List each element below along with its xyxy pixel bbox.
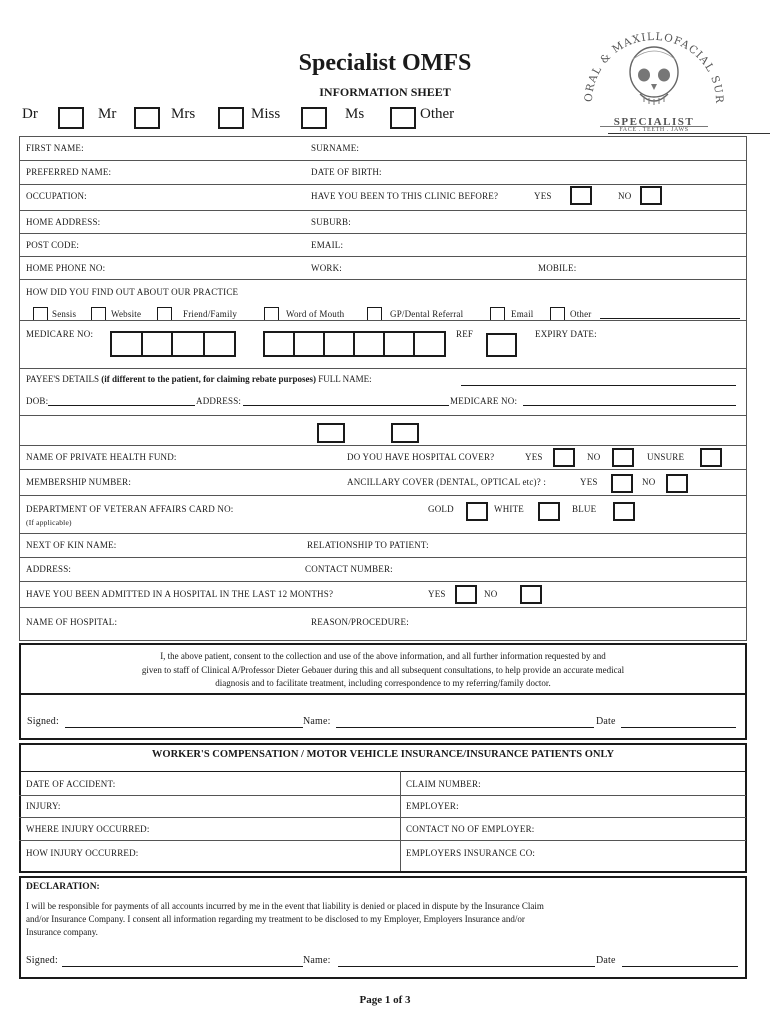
hospital-cover-unsure-checkbox[interactable]: [700, 448, 722, 467]
title-dr-label: Dr: [22, 106, 38, 122]
suburb-label: SUBURB:: [311, 217, 351, 227]
title-mr-label: Mr: [98, 106, 117, 122]
divider: [19, 607, 746, 608]
find-other-checkbox[interactable]: [550, 307, 565, 321]
hospital-cover-yes-label: YES: [525, 452, 543, 462]
title-mr-checkbox[interactable]: [134, 107, 160, 129]
page-number: Page 1 of 3: [359, 994, 411, 1006]
work-phone-label: WORK:: [311, 263, 342, 273]
practice-logo: [578, 12, 728, 132]
find-sensis-label: Sensis: [52, 309, 77, 319]
payee-dob-label: DOB:: [26, 396, 49, 406]
skull-logo-icon: [578, 12, 728, 132]
dva-white-label: WHITE: [494, 504, 524, 514]
medicare-number-boxes-2[interactable]: [263, 331, 445, 356]
workers-column-divider: [400, 771, 401, 871]
hospital-cover-yes-checkbox[interactable]: [553, 448, 575, 467]
payee-medicare-input[interactable]: [523, 405, 736, 406]
divider: [19, 415, 746, 416]
medicare-expiry-label: EXPIRY DATE:: [535, 329, 597, 339]
divider: [19, 368, 746, 369]
find-website-label: Website: [111, 309, 142, 319]
hospital-cover-label: DO YOU HAVE HOSPITAL COVER?: [347, 452, 495, 462]
blank-box-1[interactable]: [317, 423, 345, 443]
find-gp-referral-checkbox[interactable]: [367, 307, 382, 321]
ancillary-no-checkbox[interactable]: [666, 474, 688, 493]
dva-blue-checkbox[interactable]: [613, 502, 635, 521]
header-divider: [608, 133, 770, 134]
relationship-label: RELATIONSHIP TO PATIENT:: [307, 540, 429, 550]
divider: [19, 817, 746, 818]
page-title: Specialist OMFS: [298, 50, 472, 76]
consent-signature-box: [19, 693, 747, 740]
divider: [19, 320, 746, 321]
been-before-no-label: NO: [618, 191, 632, 201]
medicare-label: MEDICARE NO:: [26, 329, 94, 339]
date-of-accident-label: DATE OF ACCIDENT:: [26, 779, 116, 789]
kin-contact-number-label: CONTACT NUMBER:: [305, 564, 393, 574]
been-before-yes-label: YES: [534, 191, 552, 201]
hospital-cover-no-label: NO: [587, 452, 601, 462]
declaration-heading: DECLARATION:: [26, 882, 100, 892]
declaration-line-3: Insurance company.: [26, 927, 98, 937]
where-injury-label: WHERE INJURY OCCURRED:: [26, 824, 150, 834]
employer-contact-label: CONTACT NO OF EMPLOYER:: [406, 824, 535, 834]
how-find-label: HOW DID YOU FIND OUT ABOUT OUR PRACTICE: [26, 287, 239, 297]
find-friend-family-label: Friend/Family: [183, 309, 238, 319]
svg-text:ORAL & MAXILLOFACIAL SURGERY: [578, 12, 725, 104]
find-friend-family-checkbox[interactable]: [157, 307, 172, 321]
consent-line-1: I, the above patient, consent to the collection and use of the above information, and all further information requested by and: [160, 651, 606, 661]
title-mrs-checkbox[interactable]: [218, 107, 244, 129]
consent-signed-label: Signed:: [27, 716, 59, 727]
title-miss-label: Miss: [251, 106, 281, 122]
find-website-checkbox[interactable]: [91, 307, 106, 321]
how-injury-label: HOW INJURY OCCURRED:: [26, 848, 139, 858]
divider: [19, 210, 746, 211]
declaration-name-label: Name:: [303, 955, 331, 966]
consent-line-3: diagnosis and to facilitate treatment, including correspondence to my referring/family doctor.: [215, 678, 551, 688]
consent-date-input[interactable]: [621, 727, 736, 728]
hospital-name-label: NAME OF HOSPITAL:: [26, 617, 118, 627]
find-word-of-mouth-label: Word of Mouth: [286, 309, 345, 319]
declaration-date-input[interactable]: [622, 966, 738, 967]
hospital-cover-unsure-label: UNSURE: [647, 452, 685, 462]
divider: [19, 233, 746, 234]
home-phone-label: HOME PHONE NO:: [26, 263, 106, 273]
ancillary-no-label: NO: [642, 477, 656, 487]
employer-insurance-label: EMPLOYERS INSURANCE CO:: [406, 848, 536, 858]
preferred-name-label: PREFERRED NAME:: [26, 167, 112, 177]
next-of-kin-label: NEXT OF KIN NAME:: [26, 540, 117, 550]
find-sensis-checkbox[interactable]: [33, 307, 48, 321]
health-fund-label: NAME OF PRIVATE HEALTH FUND:: [26, 452, 177, 462]
dva-white-checkbox[interactable]: [538, 502, 560, 521]
consent-name-input[interactable]: [336, 727, 594, 728]
divider: [19, 160, 746, 161]
declaration-text: [26, 900, 741, 939]
title-ms-label: Ms: [345, 106, 365, 122]
consent-date-label: Date: [596, 716, 616, 727]
post-code-label: POST CODE:: [26, 240, 80, 250]
been-before-yes-checkbox[interactable]: [570, 186, 592, 205]
medicare-number-boxes[interactable]: [110, 331, 235, 356]
divider: [19, 445, 746, 446]
payee-address-input[interactable]: [243, 405, 449, 406]
medicare-digit-boxes-2: [263, 331, 446, 357]
admitted-no-label: NO: [484, 589, 498, 599]
admitted-yes-checkbox[interactable]: [455, 585, 477, 604]
find-email-checkbox[interactable]: [490, 307, 505, 321]
find-other-input[interactable]: [600, 318, 740, 319]
kin-address-label: ADDRESS:: [26, 564, 72, 574]
admitted-no-checkbox[interactable]: [520, 585, 542, 604]
declaration-signed-label: Signed:: [26, 955, 58, 966]
mobile-label: MOBILE:: [538, 263, 577, 273]
dva-gold-label: GOLD: [428, 504, 454, 514]
admitted-label: HAVE YOU BEEN ADMITTED IN A HOSPITAL IN THE LAST 12 MONTHS?: [26, 589, 334, 599]
declaration-line-2: and/or Insurance Company. I consent all information regarding my treatment to be disclosed to my Employer, Employers Insurance and/or: [26, 914, 525, 924]
declaration-name-input[interactable]: [338, 966, 595, 967]
occupation-label: OCCUPATION:: [26, 191, 87, 201]
divider: [19, 557, 746, 558]
surname-label: SURNAME:: [311, 143, 360, 153]
payee-details-note: (if different to the patient, for claiming rebate purposes): [101, 374, 316, 384]
claim-number-label: CLAIM NUMBER:: [406, 779, 481, 789]
date-of-birth-label: DATE OF BIRTH:: [311, 167, 382, 177]
logo-tagline: FACE . TEETH . JAWS: [600, 126, 708, 133]
logo-specialist-text: SPECIALIST: [613, 116, 695, 128]
declaration-signature-input[interactable]: [62, 966, 303, 967]
home-address-label: HOME ADDRESS:: [26, 217, 101, 227]
title-mrs-label: Mrs: [171, 106, 196, 122]
payee-full-name-label: FULL NAME:: [318, 374, 372, 384]
been-before-label: HAVE YOU BEEN TO THIS CLINIC BEFORE?: [311, 191, 499, 201]
divider: [19, 256, 746, 257]
ancillary-yes-label: YES: [580, 477, 598, 487]
medicare-digit-boxes: [110, 331, 236, 357]
injury-label: INJURY:: [26, 801, 61, 811]
divider: [19, 469, 746, 470]
divider: [19, 279, 746, 280]
workers-comp-heading: WORKER'S COMPENSATION / MOTOR VEHICLE INSURANCE/INSURANCE PATIENTS ONLY: [151, 749, 615, 760]
medicare-ref-box[interactable]: [486, 333, 517, 357]
ancillary-cover-label: ANCILLARY COVER (DENTAL, OPTICAL etc)? :: [347, 477, 547, 487]
title-dr-checkbox[interactable]: [58, 107, 84, 129]
divider: [19, 581, 746, 582]
declaration-date-label: Date: [596, 955, 616, 966]
divider: [19, 495, 746, 496]
title-ms-checkbox[interactable]: [390, 107, 416, 129]
consent-name-label: Name:: [303, 716, 331, 727]
consent-text: [24, 650, 742, 691]
blank-box-2[interactable]: [391, 423, 419, 443]
ancillary-yes-checkbox[interactable]: [611, 474, 633, 493]
dva-blue-label: BLUE: [572, 504, 597, 514]
medicare-ref-label: REF: [456, 329, 474, 339]
declaration-line-1: I will be responsible for payments of all accounts incurred by me in the event that liability is denied or placed in dispute by the Insurance Claim: [26, 901, 544, 911]
logo-arc-text: ORAL & MAXILLOFACIAL SUR: [582, 30, 726, 105]
first-name-label: FIRST NAME:: [26, 143, 84, 153]
divider: [19, 533, 746, 534]
divider: [19, 184, 746, 185]
email-label: EMAIL:: [311, 240, 344, 250]
payee-details-label: PAYEE'S DETAILS: [26, 374, 99, 384]
find-gp-referral-label: GP/Dental Referral: [390, 309, 464, 319]
been-before-no-checkbox[interactable]: [640, 186, 662, 205]
dva-gold-checkbox[interactable]: [466, 502, 488, 521]
dva-label: DEPARTMENT OF VETERAN AFFAIRS CARD NO:: [26, 504, 234, 514]
payee-medicare-label: MEDICARE NO:: [450, 396, 518, 406]
dva-note: (If applicable): [26, 518, 72, 527]
payee-full-name-input[interactable]: [461, 385, 736, 386]
divider: [19, 771, 746, 772]
page-subtitle: INFORMATION SHEET: [319, 85, 451, 99]
admitted-yes-label: YES: [428, 589, 446, 599]
consent-line-2: given to staff of Clinical A/Professor Dieter Gebauer during this and all subsequent consultations, to help provide an accurate medical: [141, 664, 625, 675]
divider: [19, 795, 746, 796]
payee-address-label: ADDRESS:: [196, 396, 242, 406]
employer-label: EMPLOYER:: [406, 801, 459, 811]
find-email-label: Email: [511, 309, 534, 319]
consent-signature-input[interactable]: [65, 727, 303, 728]
find-other-label: Other: [570, 309, 592, 319]
membership-label: MEMBERSHIP NUMBER:: [26, 477, 132, 487]
title-miss-checkbox[interactable]: [301, 107, 327, 129]
divider: [19, 840, 746, 841]
title-other-label: Other: [420, 106, 455, 122]
find-word-of-mouth-checkbox[interactable]: [264, 307, 279, 321]
reason-label: REASON/PROCEDURE:: [311, 617, 409, 627]
hospital-cover-no-checkbox[interactable]: [612, 448, 634, 467]
payee-details-row: [26, 374, 372, 384]
payee-dob-input[interactable]: [48, 405, 195, 406]
